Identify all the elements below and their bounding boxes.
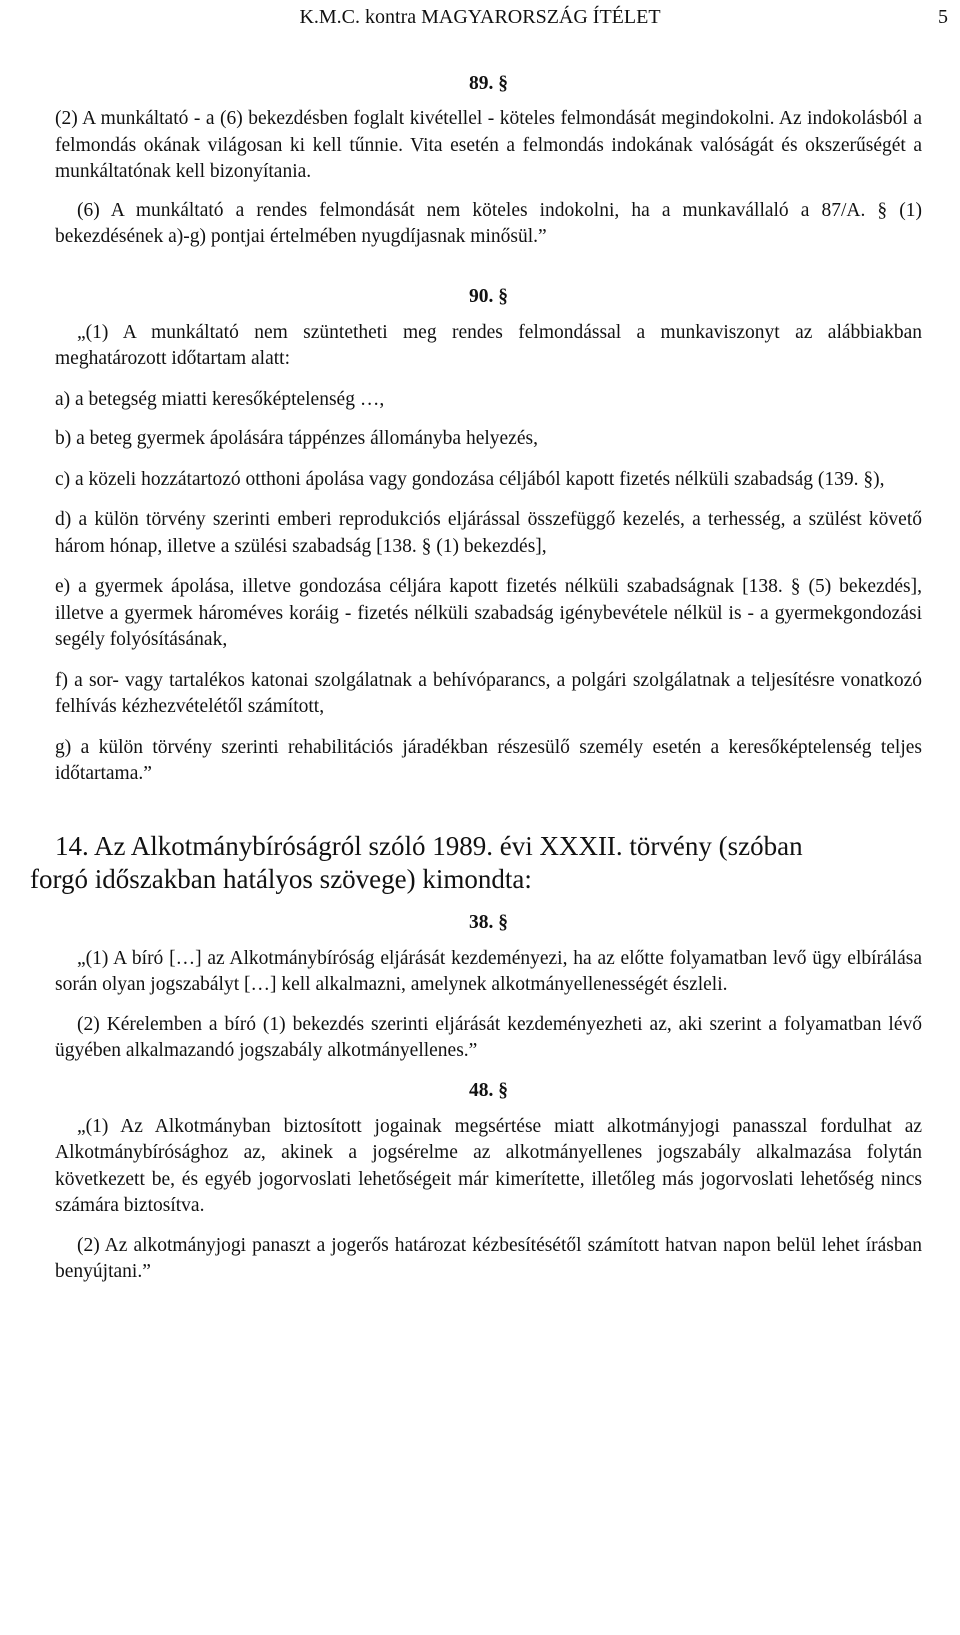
s90-item-a: a) a betegség miatti keresőképtelenség …,	[55, 388, 385, 410]
s38-paragraph-1: „(1) A bíró […] az Alkotmánybíróság eljárását kezdeményezi, ha az előtte folyamatban levő ügy elbírálása során olyan jogszabályt […] kell alkalmazni, amelynek alkotmányellenességét észleli.	[55, 947, 922, 995]
paragraph-14-line-1: 14. Az Alkotmánybíróságról szóló 1989. évi XXXII. törvény (szóban	[55, 830, 803, 861]
page-header	[0, 2, 960, 36]
header-title: K.M.C. kontra MAGYARORSZÁG ÍTÉLET	[299, 6, 661, 28]
s90-item-e: e) a gyermek ápolása, illetve gondozása céljára kapott fizetés nélküli szabadságnak [138. § (5) bekezdés], illetve a gyermek hároméves koráig - fizetés nélküli szabadság igénybevétele nélkül is - a gyermekgondozási segély folyósításának,	[55, 576, 922, 650]
paragraph-14-line-2: forgó időszakban hatályos szövege) kimondta:	[30, 863, 532, 894]
s90-item-c: c) a közeli hozzátartozó otthoni ápolása vagy gondozása céljából kapott fizetés nélküli szabadság (139. §),	[55, 468, 885, 490]
paragraph-14-heading	[30, 830, 922, 896]
s89-paragraph-2: (2) A munkáltató - a (6) bekezdésben foglalt kivétellel - köteles felmondását megindokolni. Az indokolásból a felmondás okának világosan ki kell tűnnie. Vita esetén a felmondás indokának valóságát és okszerűségét a munkáltatónak kell bizonyítania.	[55, 108, 922, 182]
s38-paragraph-2: (2) Kérelemben a bíró (1) bekezdés szerinti eljárását kezdeményezheti az, aki szerint a folyamatban lévő ügyében alkalmazandó jogszabály alkotmányellenes.”	[55, 1013, 922, 1061]
s90-item-b: b) a beteg gyermek ápolására táppénzes állományba helyezés,	[55, 428, 538, 449]
s89-paragraph-6: (6) A munkáltató a rendes felmondását nem köteles indokolni, ha a munkavállaló a 87/A. § (1) bekezdésének a)-g) pontjai értelmében nyugdíjasnak minősül.”	[55, 199, 922, 247]
s90-intro: „(1) A munkáltató nem szüntetheti meg rendes felmondással a munkaviszonyt az alábbiakban meghatározott időtartam alatt:	[55, 321, 922, 369]
s90-item-d: d) a külön törvény szerinti emberi reprodukciós eljárással összefüggő kezelés, a terhesség, a szülést követő három hónap, illetve a szülési szabadság [138. § (1) bekezdés],	[55, 509, 922, 557]
section-48-heading: 48. §	[469, 1079, 508, 1101]
s48-paragraph-2: (2) Az alkotmányjogi panaszt a jogerős határozat kézbesítésétől számított hatvan napon belül lehet írásban benyújtani.”	[55, 1234, 922, 1282]
section-89-heading: 89. §	[469, 73, 508, 94]
section-38-heading: 38. §	[469, 911, 508, 933]
s90-item-g: g) a külön törvény szerinti rehabilitációs járadékban részesülő személy esetén a keresőképtelenség teljes időtartama.”	[55, 736, 922, 784]
s90-item-f: f) a sor- vagy tartalékos katonai szolgálatnak a behívóparancs, a polgári szolgálatnak a teljesítésre vonatkozó felhívás kézhezvételétől számított,	[55, 669, 922, 717]
s48-paragraph-1: „(1) Az Alkotmányban biztosított jogainak megsértése miatt alkotmányjogi panasszal fordulhat az Alkotmánybírósághoz az, akinek a jogsérelme az alkotmányellenes jogszabály alkalmazása folytán következett be, és egyéb jogorvoslati lehetőségeit már kimerítette, illetőleg más jogorvoslati lehetőség nincs számára biztosítva.	[55, 1115, 922, 1216]
page-number: 5	[938, 6, 948, 28]
section-90-heading: 90. §	[469, 285, 508, 307]
